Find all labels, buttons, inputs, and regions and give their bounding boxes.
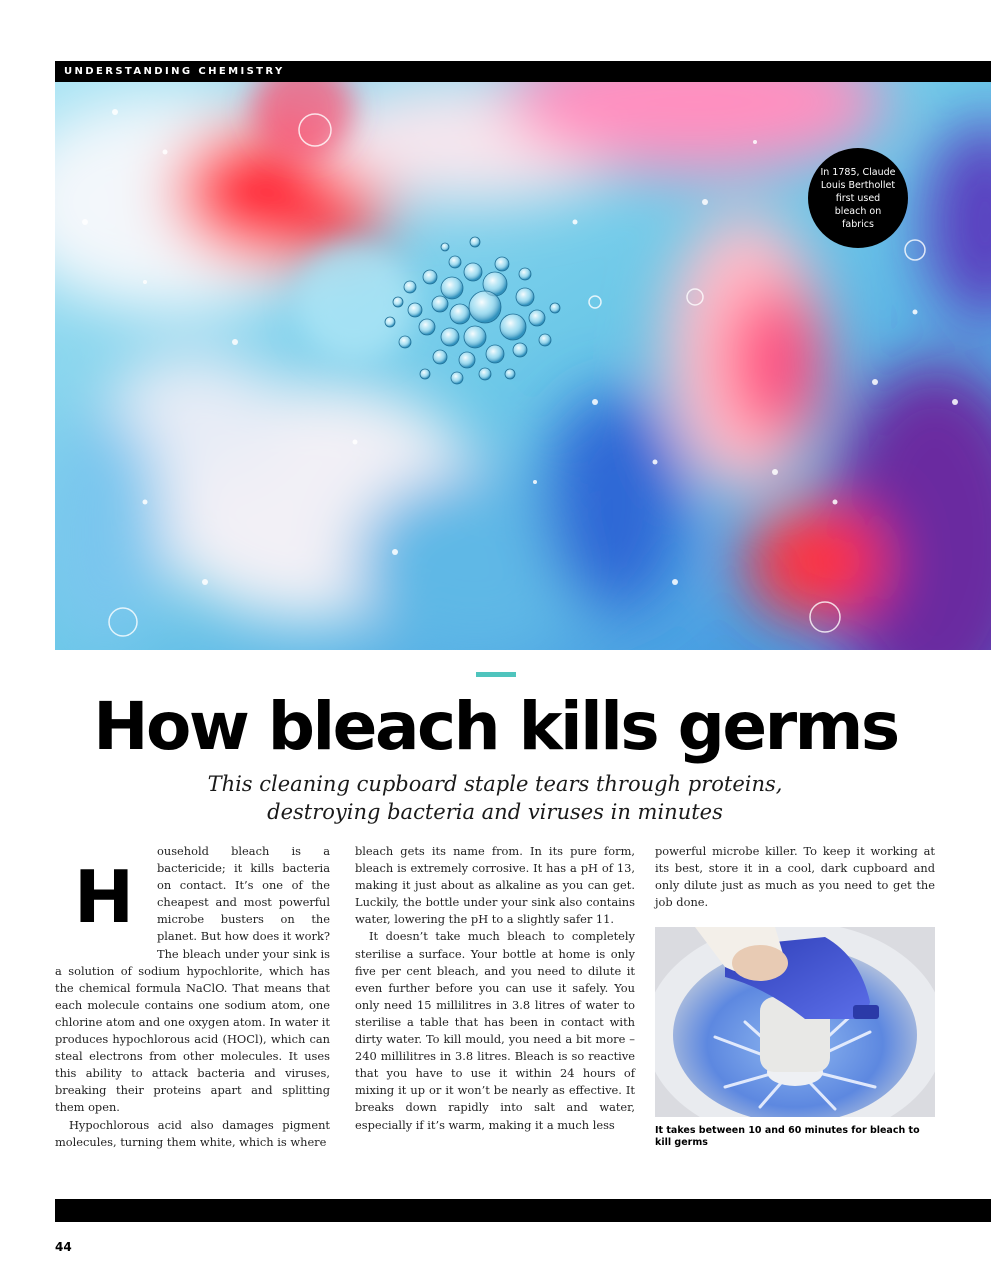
article-standfirst xyxy=(150,770,840,826)
photo-caption: It takes between 10 and 60 minutes for bleach to kill germs xyxy=(655,1125,920,1148)
body-paragraph: powerful microbe killer. To keep it working at its best, store it in a cool, dark cupboard and only dilute just as much as you need to get the job done. xyxy=(655,844,935,910)
body-paragraph: ousehold bleach is a bactericide; it kills bacteria on contact. It’s one of the cheapest and most powerful microbe busters on the planet. But how does it work? The bleach under your sink is a solution of sodium hypochlorite, which has the chemical formula NaClO. That means that each molecule contains one sodium atom, one chlorine atom and one oxygen atom. In water it produces hypochlorous acid (HOCl), which can steal electrons from other molecules. It uses this ability to attack bacteria and viruses, breaking their proteins apart and splitting them open. xyxy=(55,844,330,1115)
fact-callout xyxy=(808,148,908,248)
body-paragraph: Hypochlorous acid also damages pigment molecules, turning them white, which is where xyxy=(55,1117,330,1149)
standfirst-line-1: This cleaning cupboard staple tears through proteins, xyxy=(207,772,783,796)
section-header-bar xyxy=(55,61,991,82)
footer-bar xyxy=(55,1199,991,1222)
body-column-2 xyxy=(355,843,635,1134)
body-column-3 xyxy=(655,843,935,911)
body-column-1 xyxy=(55,843,330,1151)
body-paragraph: bleach gets its name from. In its pure form, bleach is extremely corrosive. It has a pH of 13, making it just about as alkaline as you can get. Luckily, the bottle under your sink also contains water, lowering the pH to a slightly safer 11. xyxy=(355,844,635,927)
standfirst-line-2: destroying bacteria and viruses in minutes xyxy=(267,800,723,824)
headline-accent-rule xyxy=(476,672,516,677)
bleach-bottle-photo xyxy=(655,927,935,1117)
article-title: How bleach kills germs xyxy=(93,688,898,765)
body-paragraph: It doesn’t take much bleach to completely sterilise a surface. Your bottle at home is only five per cent bleach, and you need to dilute it even further before you can use it safely. You only need 15 millilitres in 3.8 litres of water to sterilise a table that has been in contact with dirty water. To kill mould, you need a bit more – 240 millilitres in 3.8 litres. Bleach is so reactive that you have to use it within 24 hours of mixing it up or it won’t be nearly as effective. It breaks down rapidly into salt and water, especially if it’s warm, making it a much less xyxy=(355,929,635,1132)
fact-callout-text: In 1785, Claude Louis Berthollet first used bleach on fabrics xyxy=(820,166,896,230)
bleach-photo xyxy=(655,927,935,1117)
drop-cap: H xyxy=(73,855,135,939)
section-label: UNDERSTANDING CHEMISTRY xyxy=(64,66,285,77)
page-number: 44 xyxy=(55,1240,72,1254)
